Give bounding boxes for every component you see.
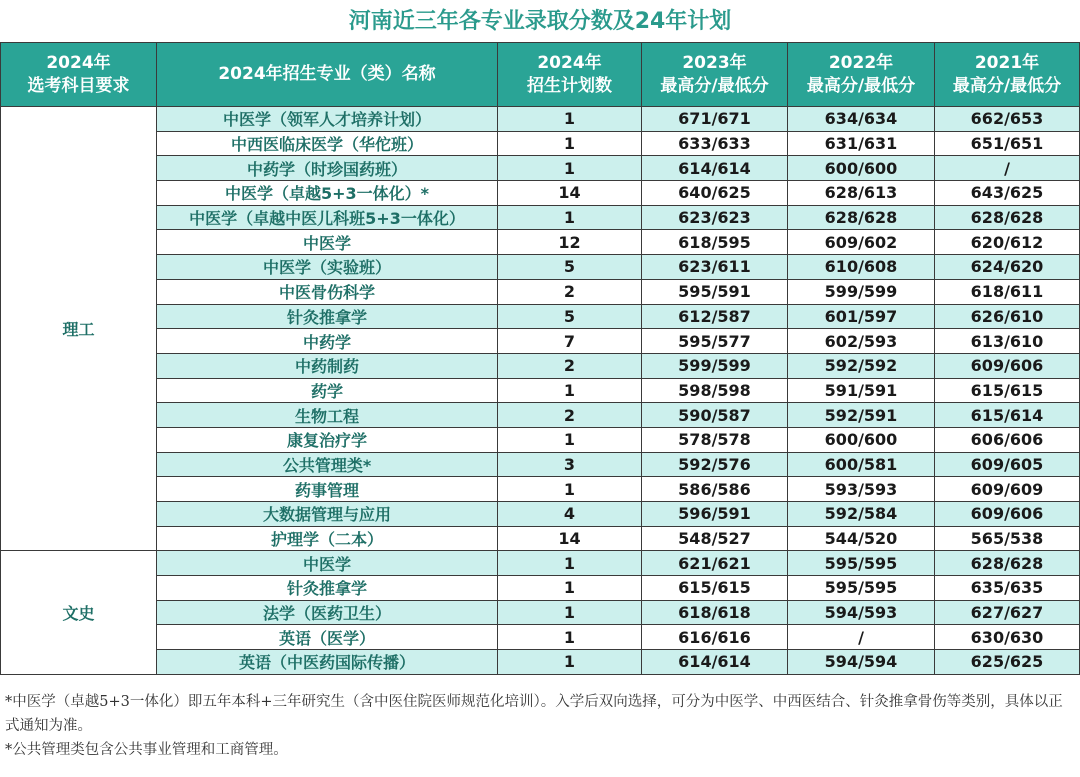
- table-row: [1, 156, 1080, 181]
- header-row: [1, 43, 1080, 107]
- plan-cell: 2: [498, 279, 642, 304]
- score-2022-cell: 594/593: [788, 600, 935, 625]
- plan-cell: 1: [498, 625, 642, 650]
- major-cell: 中医骨伤科学: [157, 279, 498, 304]
- score-2022-cell: 600/600: [788, 156, 935, 181]
- subject-group-cell: 文史: [1, 551, 157, 674]
- score-2022-cell: /: [788, 625, 935, 650]
- score-2021-cell: /: [935, 156, 1080, 181]
- score-2022-cell: 595/595: [788, 576, 935, 601]
- score-2022-cell: 595/595: [788, 551, 935, 576]
- score-2022-cell: 631/631: [788, 131, 935, 156]
- score-2022-cell: 592/584: [788, 502, 935, 527]
- score-2021-cell: 565/538: [935, 526, 1080, 551]
- score-2022-cell: 592/591: [788, 403, 935, 428]
- score-2021-cell: 609/609: [935, 477, 1080, 502]
- major-cell: 针灸推拿学: [157, 304, 498, 329]
- score-2023-cell: 586/586: [642, 477, 788, 502]
- table-body: [1, 107, 1080, 675]
- major-cell: 中医学: [157, 551, 498, 576]
- score-2023-cell: 614/614: [642, 156, 788, 181]
- plan-cell: 2: [498, 353, 642, 378]
- major-cell: 中医学（领军人才培养计划）: [157, 107, 498, 132]
- score-2021-cell: 613/610: [935, 329, 1080, 354]
- plan-cell: 3: [498, 452, 642, 477]
- table-row: [1, 353, 1080, 378]
- major-cell: 中药学: [157, 329, 498, 354]
- score-2023-cell: 623/611: [642, 255, 788, 280]
- score-2023-cell: 618/618: [642, 600, 788, 625]
- plan-cell: 1: [498, 378, 642, 403]
- major-cell: 护理学（二本）: [157, 526, 498, 551]
- plan-cell: 12: [498, 230, 642, 255]
- score-2021-cell: 643/625: [935, 181, 1080, 206]
- score-2021-cell: 627/627: [935, 600, 1080, 625]
- score-2021-cell: 625/625: [935, 650, 1080, 675]
- plan-cell: 4: [498, 502, 642, 527]
- score-2022-cell: 591/591: [788, 378, 935, 403]
- major-cell: 中西医临床医学（华佗班）: [157, 131, 498, 156]
- plan-cell: 1: [498, 107, 642, 132]
- header-2023: 2023年 最高分/最低分: [642, 43, 788, 107]
- header-plan: 2024年 招生计划数: [498, 43, 642, 107]
- plan-cell: 14: [498, 181, 642, 206]
- score-2023-cell: 671/671: [642, 107, 788, 132]
- table-row: [1, 205, 1080, 230]
- table-row: [1, 502, 1080, 527]
- major-cell: 中药制药: [157, 353, 498, 378]
- score-2023-cell: 612/587: [642, 304, 788, 329]
- admission-table: [0, 42, 1080, 675]
- table-row: [1, 576, 1080, 601]
- table-row: [1, 477, 1080, 502]
- table-row: [1, 329, 1080, 354]
- header-2021: 2021年 最高分/最低分: [935, 43, 1080, 107]
- major-cell: 英语（中医药国际传播）: [157, 650, 498, 675]
- score-2022-cell: 601/597: [788, 304, 935, 329]
- score-2023-cell: 640/625: [642, 181, 788, 206]
- score-2023-cell: 615/615: [642, 576, 788, 601]
- major-cell: 中药学（时珍国药班）: [157, 156, 498, 181]
- plan-cell: 1: [498, 427, 642, 452]
- table-row: [1, 600, 1080, 625]
- score-2023-cell: 595/577: [642, 329, 788, 354]
- score-2023-cell: 618/595: [642, 230, 788, 255]
- major-cell: 药事管理: [157, 477, 498, 502]
- score-2022-cell: 594/594: [788, 650, 935, 675]
- table-row: [1, 551, 1080, 576]
- score-2021-cell: 626/610: [935, 304, 1080, 329]
- major-cell: 公共管理类*: [157, 452, 498, 477]
- plan-cell: 1: [498, 576, 642, 601]
- score-2021-cell: 635/635: [935, 576, 1080, 601]
- score-2021-cell: 618/611: [935, 279, 1080, 304]
- score-2023-cell: 548/527: [642, 526, 788, 551]
- subject-group-cell: 理工: [1, 107, 157, 551]
- score-2021-cell: 628/628: [935, 205, 1080, 230]
- score-2023-cell: 598/598: [642, 378, 788, 403]
- score-2022-cell: 600/581: [788, 452, 935, 477]
- footnote-5plus3: *中医学（卓越5+3一体化）即五年本科+三年研究生（含中医住院医师规范化培训）。入学后双向选择，可分为中医学、中西医结合、针灸推拿骨伤等类别，具体以正式通知为准。: [5, 694, 1063, 734]
- score-2021-cell: 620/612: [935, 230, 1080, 255]
- table-row: [1, 526, 1080, 551]
- plan-cell: 5: [498, 255, 642, 280]
- score-2021-cell: 628/628: [935, 551, 1080, 576]
- score-2021-cell: 662/653: [935, 107, 1080, 132]
- table-row: [1, 403, 1080, 428]
- plan-cell: 1: [498, 551, 642, 576]
- score-2023-cell: 592/576: [642, 452, 788, 477]
- major-cell: 药学: [157, 378, 498, 403]
- score-2023-cell: 623/623: [642, 205, 788, 230]
- major-cell: 中医学（卓越5+3一体化）*: [157, 181, 498, 206]
- score-2021-cell: 606/606: [935, 427, 1080, 452]
- plan-cell: 2: [498, 403, 642, 428]
- score-2023-cell: 596/591: [642, 502, 788, 527]
- score-2022-cell: 609/602: [788, 230, 935, 255]
- score-2021-cell: 609/606: [935, 353, 1080, 378]
- table-row: [1, 107, 1080, 132]
- major-cell: 中医学（实验班）: [157, 255, 498, 280]
- score-2021-cell: 609/606: [935, 502, 1080, 527]
- header-subject-req: 2024年 选考科目要求: [1, 43, 157, 107]
- major-cell: 中医学: [157, 230, 498, 255]
- plan-cell: 5: [498, 304, 642, 329]
- plan-cell: 7: [498, 329, 642, 354]
- table-row: [1, 279, 1080, 304]
- score-2022-cell: 600/600: [788, 427, 935, 452]
- table-row: [1, 452, 1080, 477]
- score-2022-cell: 593/593: [788, 477, 935, 502]
- major-cell: 英语（医学）: [157, 625, 498, 650]
- score-2023-cell: 621/621: [642, 551, 788, 576]
- table-row: [1, 255, 1080, 280]
- page-title: 河南近三年各专业录取分数及24年计划: [348, 9, 732, 34]
- score-2023-cell: 633/633: [642, 131, 788, 156]
- plan-cell: 1: [498, 131, 642, 156]
- score-2023-cell: 616/616: [642, 625, 788, 650]
- score-2022-cell: 599/599: [788, 279, 935, 304]
- table-row: [1, 131, 1080, 156]
- table-row: [1, 181, 1080, 206]
- major-cell: 中医学（卓越中医儿科班5+3一体化）: [157, 205, 498, 230]
- score-2021-cell: 624/620: [935, 255, 1080, 280]
- plan-cell: 14: [498, 526, 642, 551]
- score-2022-cell: 610/608: [788, 255, 935, 280]
- table-row: [1, 427, 1080, 452]
- score-2021-cell: 651/651: [935, 131, 1080, 156]
- major-cell: 生物工程: [157, 403, 498, 428]
- header-2022: 2022年 最高分/最低分: [788, 43, 935, 107]
- score-2023-cell: 614/614: [642, 650, 788, 675]
- score-2021-cell: 615/614: [935, 403, 1080, 428]
- score-2022-cell: 634/634: [788, 107, 935, 132]
- score-2021-cell: 615/615: [935, 378, 1080, 403]
- score-2022-cell: 544/520: [788, 526, 935, 551]
- score-2023-cell: 578/578: [642, 427, 788, 452]
- plan-cell: 1: [498, 156, 642, 181]
- table-row: [1, 378, 1080, 403]
- plan-cell: 1: [498, 477, 642, 502]
- score-2021-cell: 609/605: [935, 452, 1080, 477]
- score-2021-cell: 630/630: [935, 625, 1080, 650]
- score-2022-cell: 592/592: [788, 353, 935, 378]
- score-2022-cell: 628/628: [788, 205, 935, 230]
- table-row: [1, 625, 1080, 650]
- major-cell: 法学（医药卫生）: [157, 600, 498, 625]
- score-2022-cell: 602/593: [788, 329, 935, 354]
- score-2023-cell: 599/599: [642, 353, 788, 378]
- score-2023-cell: 595/591: [642, 279, 788, 304]
- footnote-public-admin: *公共管理类包含公共事业管理和工商管理。: [5, 742, 288, 758]
- table-row: [1, 304, 1080, 329]
- plan-cell: 1: [498, 600, 642, 625]
- plan-cell: 1: [498, 650, 642, 675]
- major-cell: 针灸推拿学: [157, 576, 498, 601]
- header-major: 2024年招生专业（类）名称: [157, 43, 498, 107]
- score-2022-cell: 628/613: [788, 181, 935, 206]
- footnotes: [5, 690, 1075, 762]
- major-cell: 大数据管理与应用: [157, 502, 498, 527]
- major-cell: 康复治疗学: [157, 427, 498, 452]
- table-row: [1, 650, 1080, 675]
- plan-cell: 1: [498, 205, 642, 230]
- score-2023-cell: 590/587: [642, 403, 788, 428]
- table-row: [1, 230, 1080, 255]
